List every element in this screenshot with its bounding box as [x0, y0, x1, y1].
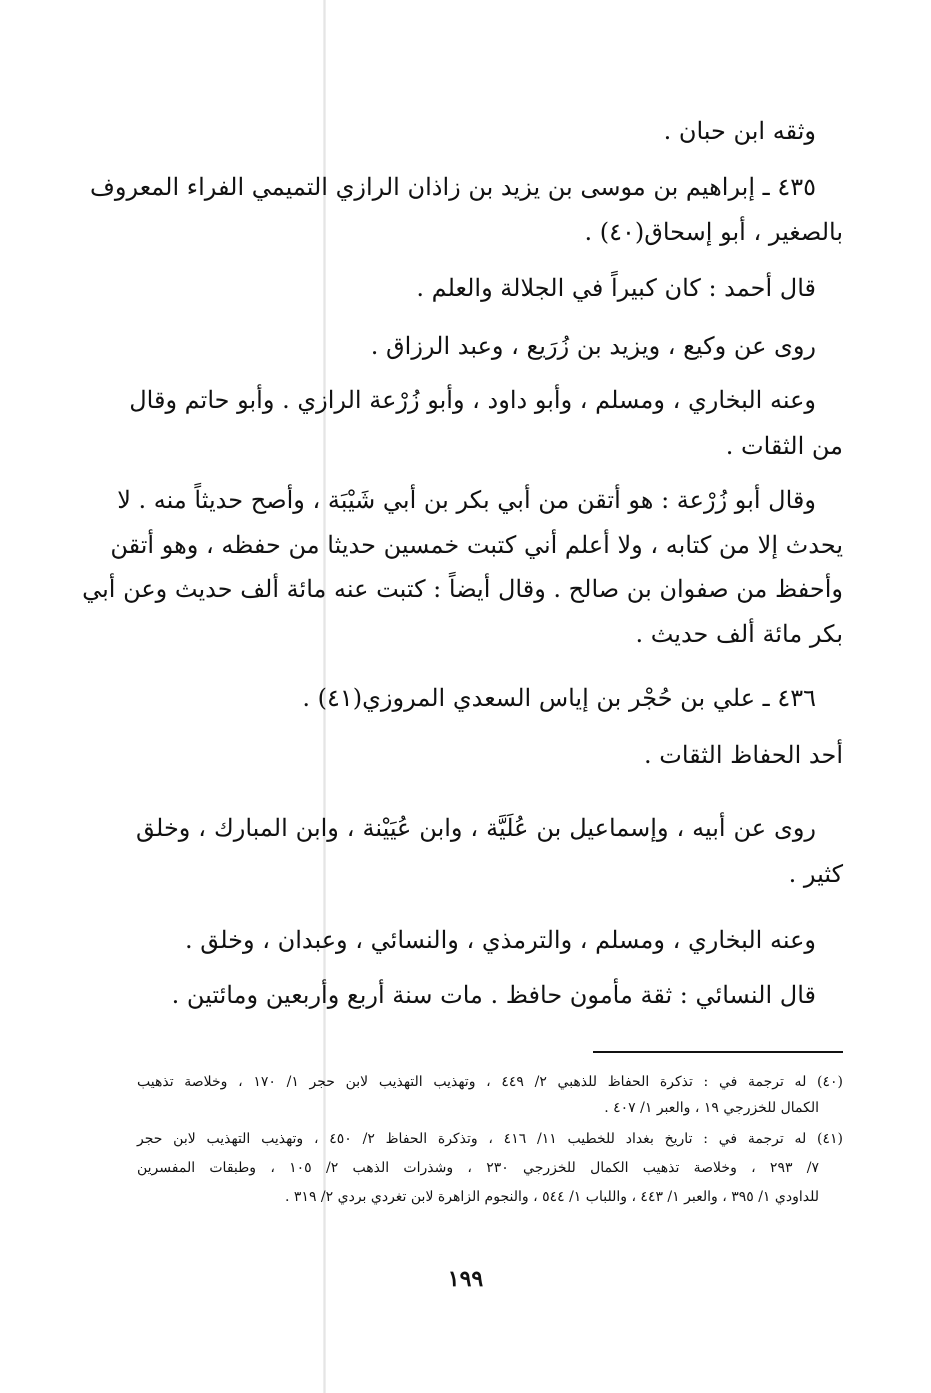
body-line: وقال أبو زُرْعة : هو أتقن من أبي بكر بن أبي شَيْبَة ، وأصح حديثاً منه . لا	[117, 486, 816, 514]
entry-435-heading: ٤٣٥ ـ إبراهيم بن موسى بن يزيد بن زاذان الرازي التميمي الفراء المعروف	[90, 173, 816, 201]
footnote-separator	[593, 1051, 843, 1053]
body-line: قال النسائي : ثقة مأمون حافظ . مات سنة أربع وأربعين ومائتين .	[171, 981, 816, 1009]
body-line: وأحفظ من صفوان بن صالح . وقال أيضاً : كتبت عنه مائة ألف حديث وعن أبي	[82, 575, 843, 603]
page-number: ١٩٩	[447, 1266, 484, 1292]
body-line: يحدث إلا من كتابه ، ولا أعلم أني كتبت خمسين حديثا من حفظه ، وهو أتقن	[110, 531, 843, 559]
footnote-41: (٤١) له ترجمة في : تاريخ بغداد للخطيب ١١/ ٤١٦ ، وتذكرة الحفاظ ٢/ ٤٥٠ ، وتهذيب التهذيب لابن حجر	[137, 1131, 844, 1147]
body-line: قال أحمد : كان كبيراً في الجلالة والعلم .	[416, 274, 816, 302]
footnote-41-continuation: ٧/ ٢٩٣ ، وخلاصة تذهيب الكمال للخزرجي ٢٣٠ ، وشذرات الذهب ٢/ ١٠٥ ، وطبقات المفسرين	[137, 1160, 820, 1176]
footnote-40-continuation: الكمال للخزرجي ١٩ ، والعبر ١/ ٤٠٧ .	[604, 1100, 819, 1116]
body-line: وثقه ابن حبان .	[663, 117, 816, 145]
body-line: وعنه البخاري ، ومسلم ، والترمذي ، والنسائي ، وعبدان ، وخلق .	[184, 926, 816, 954]
body-line: أحد الحفاظ الثقات .	[643, 741, 843, 769]
body-line: من الثقات .	[725, 432, 843, 460]
footnote-40: (٤٠) له ترجمة في : تذكرة الحفاظ للذهبي ٢/ ٤٤٩ ، وتهذيب التهذيب لابن حجر ١/ ١٧٠ ، وخلاصة تذهيب	[137, 1074, 843, 1090]
body-line: روى عن أبيه ، وإسماعيل بن عُلَيَّة ، وابن عُيَيْنة ، وابن المبارك ، وخلق	[136, 814, 816, 842]
footnote-41-continuation: للداودي ١/ ٣٩٥ ، والعبر ١/ ٤٤٣ ، واللباب ١/ ٥٤٤ ، والنجوم الزاهرة لابن تغردي بردي ٢/ ٣١٩ .	[285, 1189, 819, 1205]
entry-436-heading: ٤٣٦ ـ علي بن حُجْر بن إياس السعدي المروزي(٤١) .	[302, 684, 816, 712]
body-line: روى عن وكيع ، ويزيد بن زُرَيع ، وعبد الرزاق .	[370, 332, 816, 360]
body-line: بكر مائة ألف حديث .	[635, 620, 843, 648]
body-line: بالصغير ، أبو إسحاق(٤٠) .	[584, 218, 843, 246]
body-line: كثير .	[788, 860, 843, 888]
body-line: وعنه البخاري ، ومسلم ، وأبو داود ، وأبو زُرْعة الرازي . وأبو حاتم وقال	[129, 386, 816, 414]
